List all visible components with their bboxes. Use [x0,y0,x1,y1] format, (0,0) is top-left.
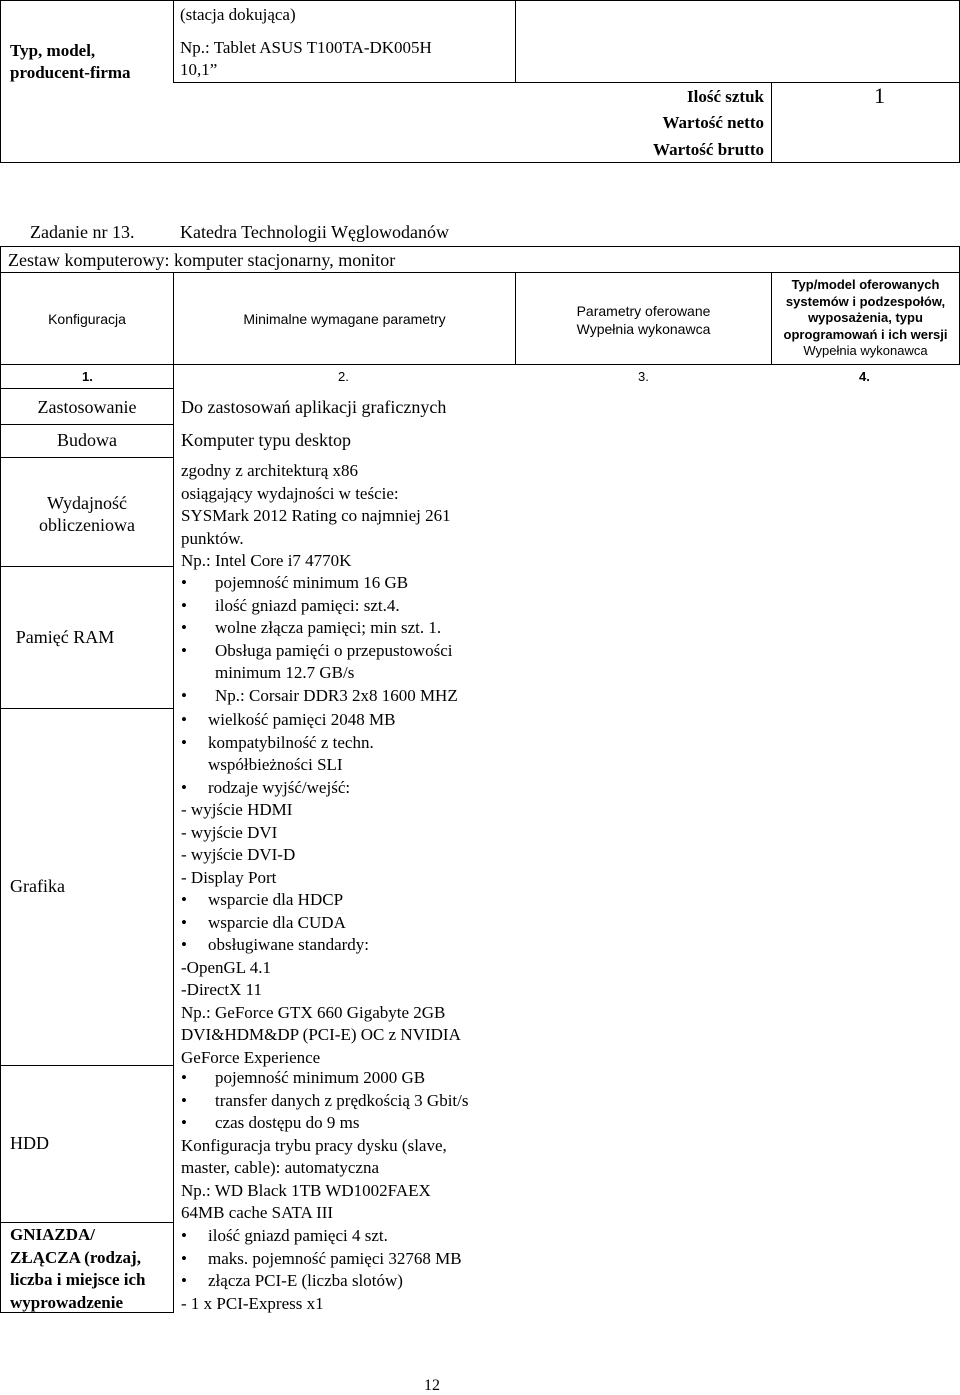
list-item: • czas dostępu do 9 ms [181,1112,501,1135]
docking-note: (stacja dokująca) [180,5,296,24]
col-number-3: 3. [638,369,649,384]
page-number: 12 [424,1377,440,1394]
header-offered-models: Typ/model oferowanych systemów i podzespołów, wyposażenia, typu oprogramowań i ich wersji Wypełnia wykonawca [783,277,948,358]
col-number-1: 1. [82,369,93,384]
type-model-label: Typ, model, producent-firma [10,41,131,82]
label-grafika: Grafika [10,876,65,896]
list-item: • ilość gniazd pamięci 4 szt. [181,1225,501,1248]
list-item: • Obsługa pamięći o przepustowości [181,640,501,663]
req-budowa: Komputer typu desktop [181,430,351,450]
list-item: • wielkość pamięci 2048 MB [181,709,501,732]
label-budowa: Budowa [57,430,117,450]
list-item: • maks. pojemność pamięci 32768 MB [181,1248,501,1271]
header-configuration: Konfiguracja [48,311,126,327]
list-item: • złącza PCI-E (liczba slotów) [181,1270,501,1293]
brutto-label: Wartość brutto [653,140,764,159]
qty-value: 1 [874,83,885,108]
label-hdd: HDD [10,1133,49,1153]
label-gniazda: GNIAZDA/ ZŁĄCZA (rodzaj, liczba i miejsce ich wyprowadzenie [10,1225,146,1312]
label-zastosowanie: Zastosowanie [37,397,137,417]
netto-label: Wartość netto [662,113,764,132]
req-zastosowanie: Do zastosowań aplikacji graficznych [181,397,447,417]
list-item: • transfer danych z prędkością 3 Gbit/s [181,1090,501,1113]
req-ram: • pojemność minimum 16 GB • ilość gniazd pamięci: szt.4. • wolne złącza pamięci; min szt. 1. • Obsługa pamięći o przepustowości minimum 12.7 GB/s • Np.: Corsair DDR3 2x8 1600 MHZ [181,572,501,707]
req-wydajnosc: zgodny z architekturą x86 osiągający wydajności w teście: SYSMark 2012 Rating co najmniej 261 punktów. Np.: Intel Core i7 4770K [181,461,451,570]
list-item: • rodzaje wyjść/wejść: [181,777,501,800]
set-title: Zestaw komputerowy: komputer stacjonarny, monitor [8,250,396,270]
req-hdd: • pojemność minimum 2000 GB • transfer danych z prędkością 3 Gbit/s • czas dostępu do 9 ms Konfiguracja trybu pracy dysku (slave, master, cable): automatyczna Np.: WD Black 1TB WD1002FAEX 64MB cache SATA III [181,1067,501,1225]
list-item: • wsparcie dla CUDA [181,912,501,935]
label-ram: Pamięć RAM [15,627,115,647]
header-offered-params: Parametry oferowane Wypełnia wykonawca [576,303,711,337]
label-wydajnosc: Wydajność obliczeniowa [39,493,135,535]
list-item: • Np.: Corsair DDR3 2x8 1600 MHZ [181,685,501,708]
list-item: • obsługiwane standardy: [181,934,501,957]
list-item: • wsparcie dla HDCP [181,889,501,912]
req-gniazda: • ilość gniazd pamięci 4 szt. • maks. pojemność pamięci 32768 MB • złącza PCI-E (liczba slotów) - 1 x PCI-Express x1 [181,1225,501,1315]
list-item: • kompatybilność z techn. [181,732,501,755]
list-item: • wolne złącza pamięci; min szt. 1. [181,617,501,640]
col-number-2: 2. [338,369,349,384]
col-number-4: 4. [859,369,870,384]
department: Katedra Technologii Węglowodanów [180,222,449,242]
header-min-params: Minimalne wymagane parametry [243,311,446,327]
list-item: • ilość gniazd pamięci: szt.4. [181,595,501,618]
qty-label: Ilość sztuk [687,87,764,106]
list-item: • pojemność minimum 2000 GB [181,1067,501,1090]
req-grafika: • wielkość pamięci 2048 MB • kompatybilność z techn. współbieżności SLI • rodzaje wyjść/wejść: - wyjście HDMI - wyjście DVI - wyjście DVI-D - Display Port • wsparcie dla HDCP • wsparcie dla CUDA • obsługiwane standardy: -OpenGL 4.1 -DirectX 11 Np.: GeForce GTX 660 Gigabyte 2GB DVI&HDM&DP (PCI-E) OC z NVIDIA GeForce Experience [181,709,501,1069]
list-item: • pojemność minimum 16 GB [181,572,501,595]
example-device: Np.: Tablet ASUS T100TA-DK005H 10,1” [180,38,432,79]
task-number: Zadanie nr 13. [30,222,135,242]
